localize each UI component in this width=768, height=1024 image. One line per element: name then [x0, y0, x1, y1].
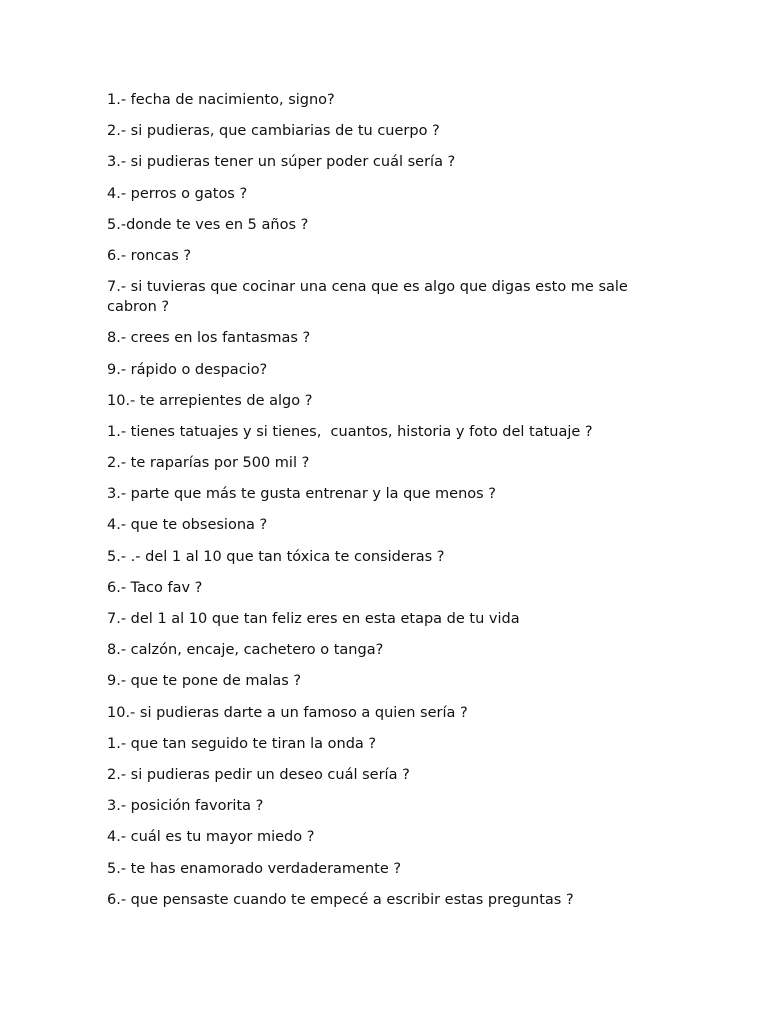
question-item: 6.- Taco fav ?	[107, 579, 203, 596]
question-item: 5.- .- del 1 al 10 que tan tóxica te consideras ?	[107, 548, 445, 565]
question-item: 2.- si pudieras pedir un deseo cuál sería ?	[107, 766, 410, 783]
question-item: 10.- si pudieras darte a un famoso a quien sería ?	[107, 704, 468, 721]
question-item: 1.- fecha de nacimiento, signo?	[107, 92, 335, 108]
question-item: 4.- que te obsesiona ?	[107, 517, 268, 534]
question-item: 5.- te has enamorado verdaderamente ?	[107, 860, 402, 877]
question-item: 2.- te raparías por 500 mil ?	[107, 455, 310, 472]
question-item: 3.- posición favorita ?	[107, 798, 264, 815]
question-item: 1.- tienes tatuajes y si tienes, cuantos, historia y foto del tatuaje ?	[107, 423, 593, 440]
question-item: 4.- perros o gatos ?	[107, 185, 248, 202]
question-item: 3.- si pudieras tener un súper poder cuál sería ?	[107, 154, 456, 171]
question-item: 7.- del 1 al 10 que tan feliz eres en esta etapa de tu vida	[107, 611, 520, 627]
question-item: 6.- roncas ?	[107, 247, 192, 264]
question-item: 2.- si pudieras, que cambiarias de tu cuerpo ?	[107, 123, 440, 140]
question-item: 3.- parte que más te gusta entrenar y la que menos ?	[107, 486, 496, 503]
question-item: 5.-donde te ves en 5 años ?	[107, 216, 309, 233]
question-list	[107, 90, 667, 921]
question-item: 6.- que pensaste cuando te empecé a escribir estas preguntas ?	[107, 891, 574, 908]
question-item: 8.- calzón, encaje, cachetero o tanga?	[107, 642, 384, 659]
question-item: 8.- crees en los fantasmas ?	[107, 330, 311, 347]
question-item: 4.- cuál es tu mayor miedo ?	[107, 829, 315, 846]
question-item: 7.- si tuvieras que cocinar una cena que es algo que digas esto me sale cabron ?	[107, 279, 633, 316]
question-item: 9.- rápido o despacio?	[107, 361, 268, 378]
question-item: 1.- que tan seguido te tiran la onda ?	[107, 735, 377, 752]
question-item: 9.- que te pone de malas ?	[107, 673, 302, 690]
question-item: 10.- te arrepientes de algo ?	[107, 392, 313, 409]
